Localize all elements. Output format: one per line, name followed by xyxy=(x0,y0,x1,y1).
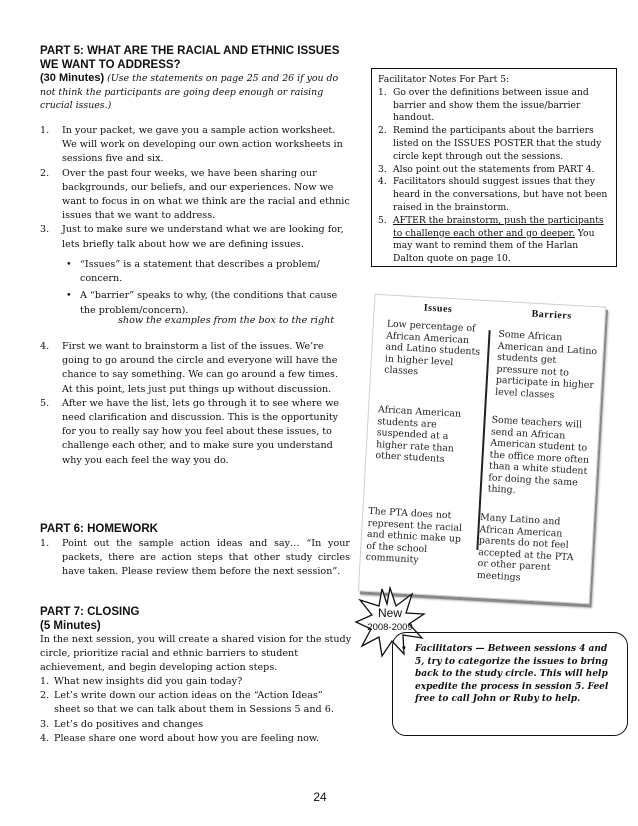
part5-heading: PART 5: WHAT ARE THE RACIAL AND ETHNIC ISSUES WE WANT TO ADDRESS? xyxy=(40,45,340,71)
part7-heading: PART 7: CLOSING xyxy=(40,606,140,618)
facilitator-notes-list xyxy=(378,87,610,266)
list-item: 2. Let’s write down our action ideas on the “Action Ideas” sheet so that we can talk about them in Sessions 5 and 6. xyxy=(40,690,334,716)
barrier-1: Some African American and Latino students get pressure not to participate in higher level classes xyxy=(494,328,598,401)
barriers-header: Barriers xyxy=(531,308,572,322)
issue-3: The PTA does not represent the racial and ethnic make up of the school community xyxy=(365,505,463,566)
issues-barriers-card xyxy=(358,294,606,604)
part5-list-b xyxy=(40,340,350,468)
list-item: 2. Over the past four weeks, we have been sharing our backgrounds, our beliefs, and our experiences. Now we want to focus in on what we think are the racial and ethnic issues that we want to address. xyxy=(40,167,350,222)
reminder-list xyxy=(401,643,619,706)
list-item: 3. Also point out the statements from PART 4. xyxy=(378,163,595,175)
list-item: 5. After we have the list, lets go through it to see where we need clarification and discussion. This is the opportunity for you to really say how you feel about these issues, to challenge each other, and to make sure you understand why you each feel the way you do. xyxy=(40,397,339,466)
part5-list-a xyxy=(40,124,350,252)
list-item: 1. Point out the sample action ideas and say… “In your packets, there are action steps that other study circles have taken. Please review them before the next session”. xyxy=(40,538,350,578)
show-examples-note: show the examples from the box to the right xyxy=(118,315,335,326)
part7-duration: (5 Minutes) xyxy=(40,620,101,632)
part5-note: (Use the statements on page 25 and 26 if you do not think the participants are going deep enough or raising crucial issues.) xyxy=(40,73,339,111)
list-item: 2. Remind the participants about the barriers listed on the ISSUES POSTER that the study circle kept through out the sessions. xyxy=(378,125,602,162)
facilitator-reminder-box xyxy=(392,632,628,736)
facilitator-notes-title: Facilitator Notes For Part 5: xyxy=(378,74,510,85)
part7-list xyxy=(40,675,352,746)
part6-heading: PART 6: HOMEWORK xyxy=(40,523,158,535)
new-badge-line2: 2008-2009 xyxy=(367,622,413,633)
list-item: 3. Just to make sure we understand what we are looking for, lets briefly talk about how we are defining issues. xyxy=(40,224,344,250)
new-badge-line1: New xyxy=(377,606,402,620)
barrier-3: Many Latino and African American parents do not feel accepted at the PTA or other parent meetings xyxy=(476,512,574,583)
list-item: • Facilitators — Between sessions 4 and 5, try to categorize the issues to bring back to the study circle. This will help expedite the process in session 5. Feel free to call John or Ruby to help. xyxy=(401,643,619,706)
part6-list xyxy=(40,537,350,580)
list-item: 5. AFTER the brainstorm, push the participants to challenge each other and go deeper. You may want to remind them of the Harlan Dalton quote on page 10. xyxy=(378,214,604,265)
list-item: 4. Facilitators should suggest issues that they heard in the conversations, but have not been raised in the brainstorm. xyxy=(378,176,608,213)
list-item: 4. First we want to brainstorm a list of the issues. We’re going to go around the circle and everyone will have the chance to say something. We can go around a few times. At this point, lets just put things up without discussion. xyxy=(40,341,338,395)
list-item: 1. What new insights did you gain today? xyxy=(40,676,243,687)
part5-duration: (30 Minutes) xyxy=(40,72,105,84)
part7-intro: In the next session, you will create a shared vision for the study circle, prioritize racial and ethnic barriers to student achievement, and begin developing action steps. xyxy=(40,634,352,674)
barrier-2: Some teachers will send an African American student to the office more often than a white student for doing the same thing. xyxy=(487,414,590,496)
list-item: • A “barrier” speaks to why, (the conditions that cause the problem/concern). xyxy=(66,289,350,317)
part5-intro xyxy=(40,72,350,113)
definition-bullets xyxy=(66,258,350,318)
issue-2: African American students are suspended at a higher rate than other students xyxy=(375,404,462,465)
issues-header: Issues xyxy=(423,302,453,316)
list-item: 1. In your packet, we gave you a sample action worksheet. We will work on developing our own action worksheets in sessions five and six. xyxy=(40,125,343,165)
list-item: 3. Let’s do positives and changes xyxy=(40,718,204,730)
list-item: • “Issues” is a statement that describes a problem/ concern. xyxy=(66,258,350,286)
list-item: 4. Please share one word about how you are feeling now. xyxy=(40,732,320,744)
facilitator-notes-box xyxy=(371,68,617,267)
issue-1: Low percentage of African American and Latino students in higher level classes xyxy=(383,318,481,378)
page-number: 24 xyxy=(313,790,327,804)
list-item: 1. Go over the definitions between issue and barrier and show them the issue/barrier handout. xyxy=(378,86,589,124)
